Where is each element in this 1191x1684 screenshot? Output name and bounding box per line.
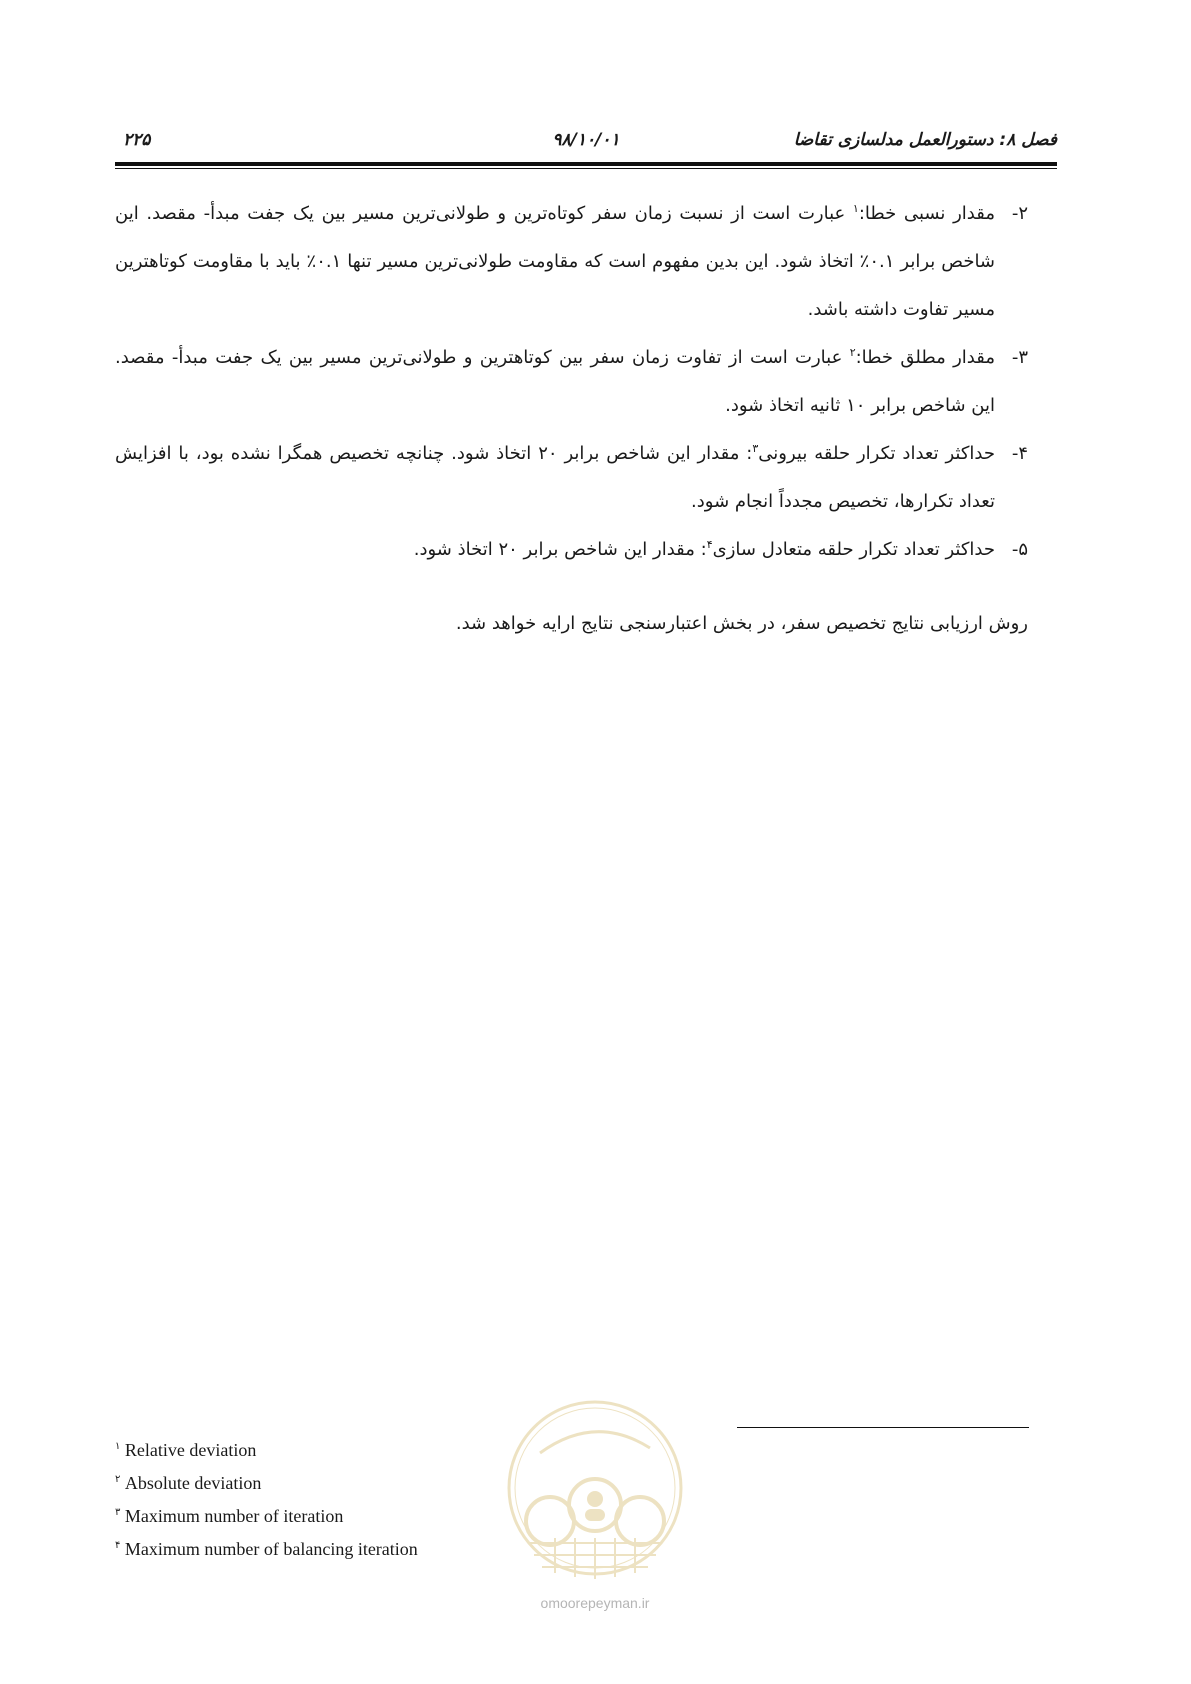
footnote-mark: ۴ <box>115 1540 121 1551</box>
document-date: ۹۸/۱۰/۰۱ <box>552 130 620 150</box>
list-item-2 <box>115 190 1028 334</box>
footnote-mark: ۱ <box>115 1441 121 1452</box>
header-rule-thin <box>115 168 1057 169</box>
page-number: ۲۲۵ <box>123 130 151 150</box>
footnote-text: Relative deviation <box>120 1440 257 1460</box>
footnote-item <box>115 1434 535 1467</box>
item-number: ۴- <box>1011 443 1028 464</box>
footnote-item <box>115 1467 535 1500</box>
item-text: : مقدار این شاخص برابر ۲۰ اتخاذ شود. <box>413 539 707 560</box>
footnote-ref: ۱ <box>852 202 859 215</box>
item-label: حداکثر تعداد تکرار حلقه متعادل سازی <box>712 539 995 560</box>
footnote-item <box>115 1533 535 1566</box>
list-item-5 <box>115 526 1028 574</box>
list-item-4 <box>115 430 1028 526</box>
summary-paragraph: روش ارزیابی نتایج تخصیص سفر، در بخش اعتبارسنجی نتایج ارایه خواهد شد. <box>455 613 1028 634</box>
page-header <box>115 130 1057 156</box>
item-label: مقدار مطلق خطا: <box>855 347 995 368</box>
item-text: عبارت است از نسبت زمان سفر کوتاه‌ترین و طولانی‌ترین مسیر بین یک جفت مبدأ- مقصد. این شاخص برابر ۰.۱٪ اتخاذ شود. این بدین مفهوم است که مقاومت طولانی‌ترین مسیر تنها ۰.۱٪ باید با مقاومت کوتاهترین مسیر تفاوت داشته باشد. <box>115 203 996 320</box>
footnote-separator <box>737 1427 1029 1428</box>
footnotes <box>115 1434 535 1566</box>
footnote-text: Maximum number of balancing iteration <box>120 1539 418 1559</box>
item-number: ۳- <box>1011 347 1028 368</box>
list-item-3 <box>115 334 1028 430</box>
footnote-mark: ۲ <box>115 1474 121 1485</box>
footnote-text: Absolute deviation <box>120 1473 262 1493</box>
item-text: : مقدار این شاخص برابر ۲۰ اتخاذ شود. چنانچه تخصیص همگرا نشده بود، با افزایش تعداد تکرارها، تخصیص مجدداً انجام شود. <box>115 443 995 512</box>
item-label: مقدار نسبی خطا: <box>858 203 995 224</box>
chapter-title: فصل ۸: دستورالعمل مدلسازی تقاضا <box>793 130 1057 150</box>
footnote-mark: ۳ <box>115 1507 121 1518</box>
footnote-ref: ۲ <box>849 346 856 359</box>
footnote-ref: ۴ <box>706 538 713 551</box>
item-label: حداکثر تعداد تکرار حلقه بیرونی <box>758 443 995 464</box>
footnote-text: Maximum number of iteration <box>120 1506 344 1526</box>
watermark-url: omoorepeyman.ir <box>540 1595 650 1611</box>
footnote-ref: ۳ <box>752 442 759 455</box>
footnote-item <box>115 1500 535 1533</box>
item-number: ۲- <box>1011 203 1028 224</box>
header-rule-thick <box>115 162 1057 166</box>
body-text <box>115 190 1028 648</box>
item-number: ۵- <box>1011 539 1028 560</box>
item-text: عبارت است از تفاوت زمان سفر بین کوتاهترین و طولانی‌ترین مسیر بین یک جفت مبدأ- مقصد. این شاخص برابر ۱۰ ثانیه اتخاذ شود. <box>115 347 995 416</box>
